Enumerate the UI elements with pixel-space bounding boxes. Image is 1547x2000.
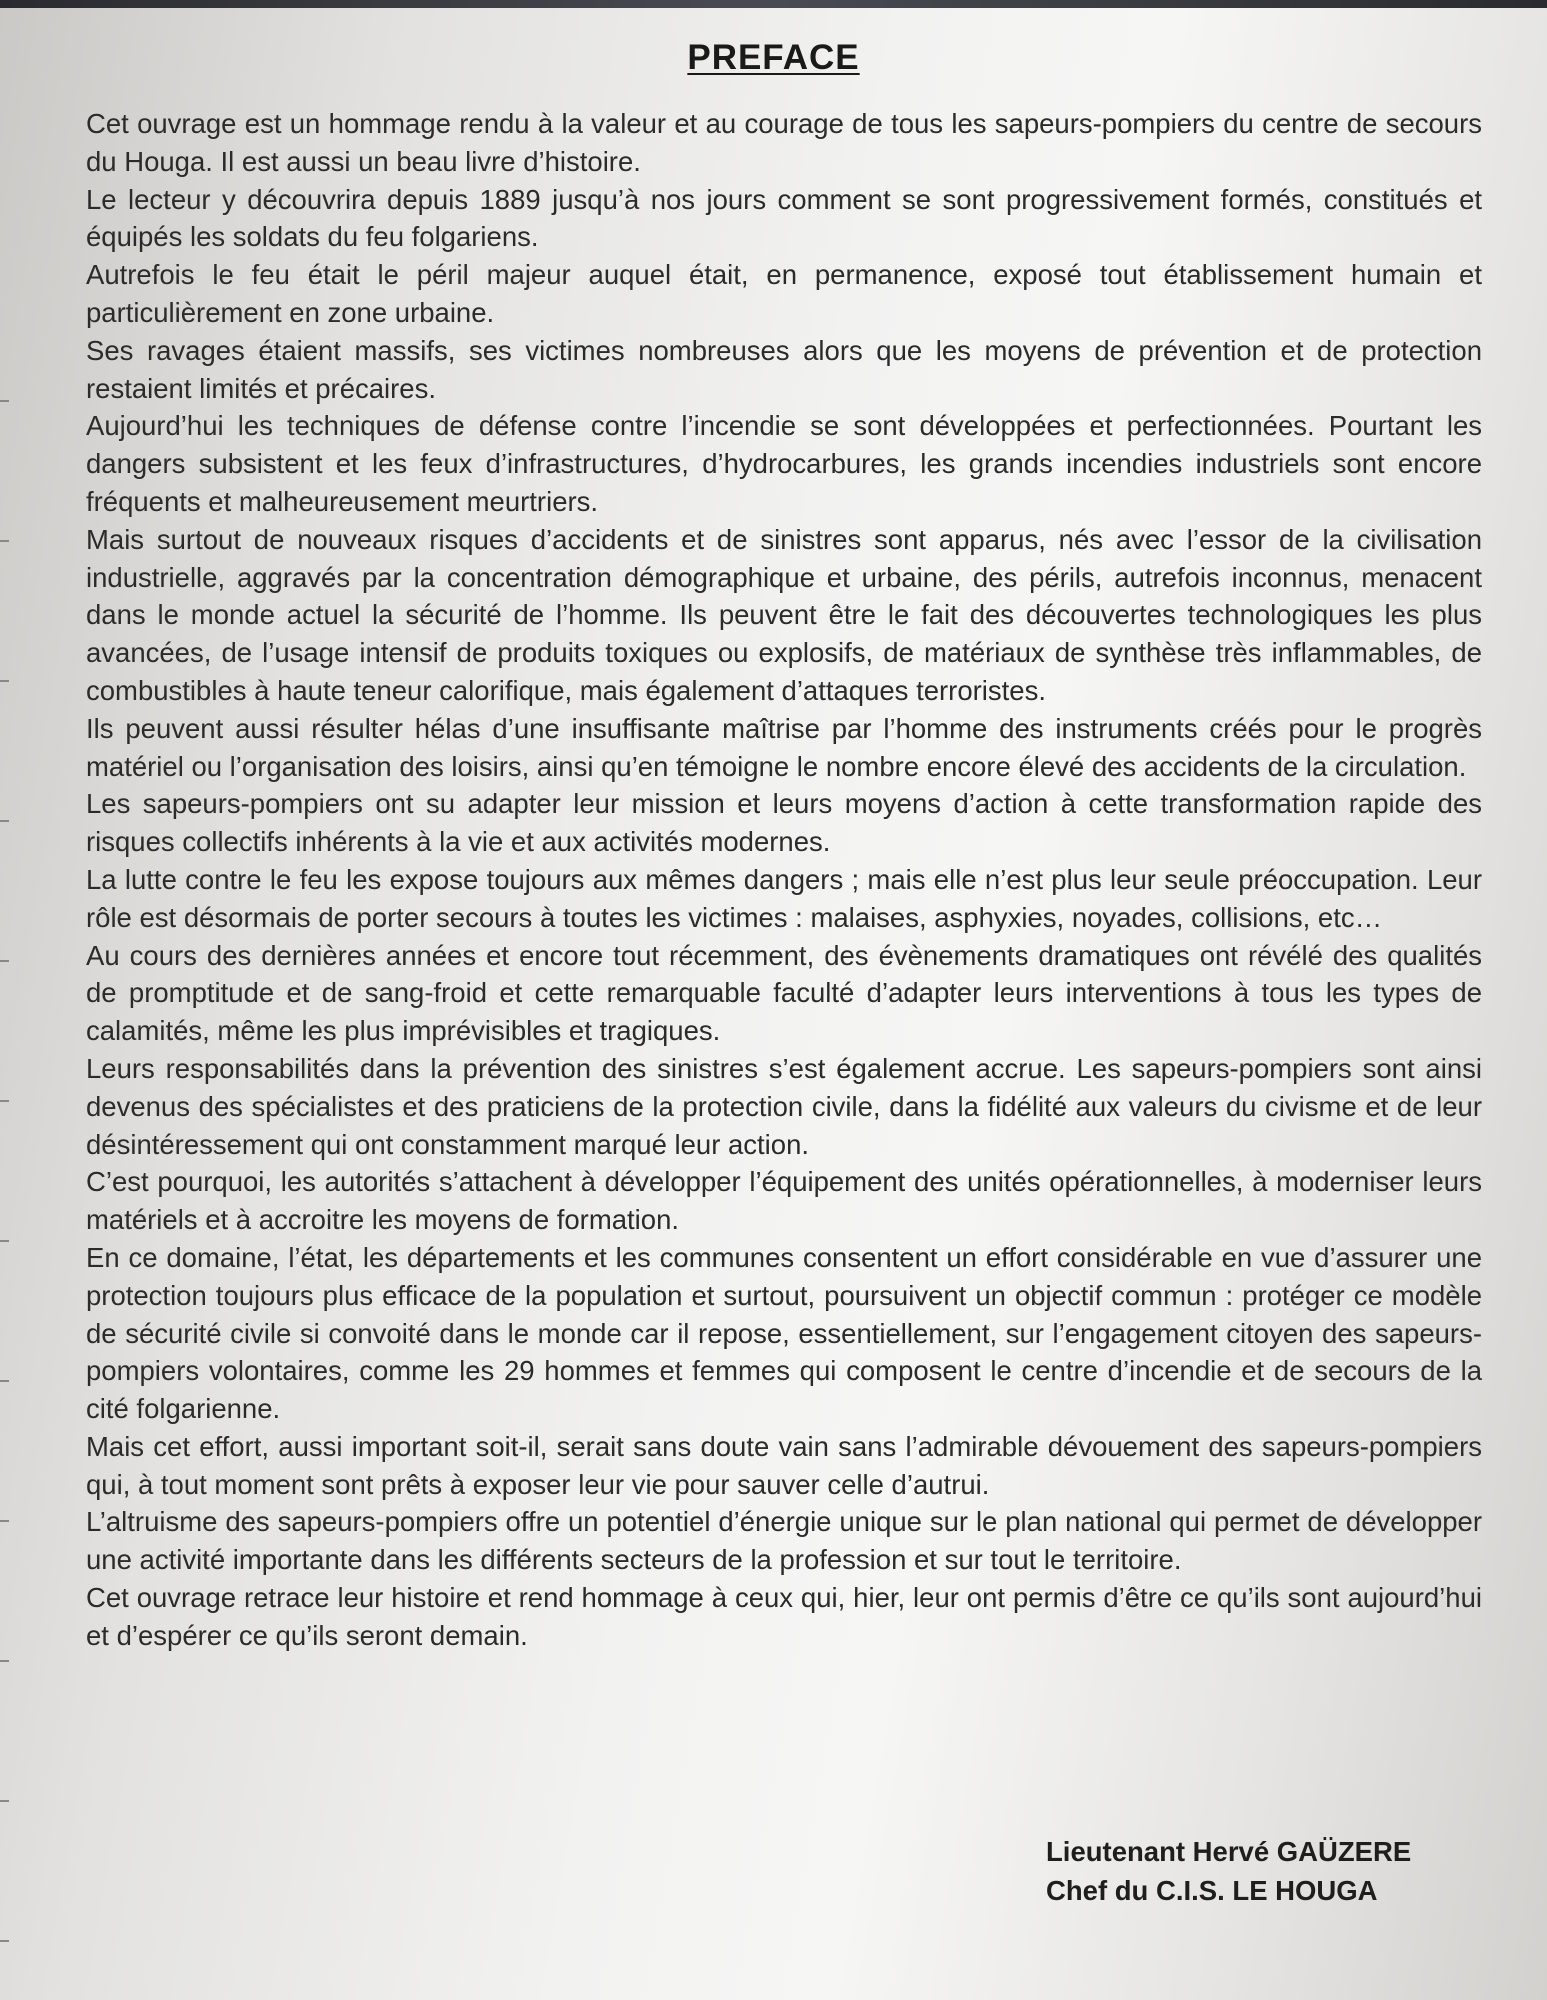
spine-marks <box>0 360 12 2000</box>
paragraph: La lutte contre le feu les expose toujours aux mêmes dangers ; mais elle n’est plus leur seule préoccupation. Leur rôle est désormais de porter secours à toutes les victimes : malaises, asphyxies, noyades, collisions, etc… <box>86 863 1482 933</box>
paragraph: Autrefois le feu était le péril majeur auquel était, en permanence, exposé tout établissement humain et particulièrement en zone urbaine. <box>86 259 1482 328</box>
signature-block <box>1046 1832 1411 1910</box>
paragraph: Aujourd’hui les techniques de défense contre l’incendie se sont développées et perfectionnées. Pourtant les dangers subsistent et les feux d’infrastructures, d’hydrocarbures, les grands incendies industriels sont encore fréquents et malheureusement meurtriers. <box>86 410 1482 517</box>
spine-mark <box>0 1660 9 1662</box>
spine-mark <box>0 820 9 822</box>
paragraph: Cet ouvrage retrace leur histoire et rend hommage à ceux qui, hier, leur ont permis d’être ce qu’ils sont aujourd’hui et d’espérer ce qu’ils seront demain. <box>86 1582 1482 1651</box>
signature-name: Lieutenant Hervé GAÜZERE <box>1046 1836 1412 1867</box>
preface-body <box>86 105 1482 1655</box>
paragraph: Mais cet effort, aussi important soit-il, serait sans doute vain sans l’admirable dévouement des sapeurs-pompiers qui, à tout moment sont prêts à exposer leur vie pour sauver celle d’autrui. <box>86 1430 1482 1500</box>
spine-mark <box>0 400 9 402</box>
spine-mark <box>0 1240 9 1242</box>
signature-role: Chef du C.I.S. LE HOUGA <box>1046 1875 1378 1906</box>
binding-edge <box>0 0 1547 8</box>
paragraph: Leurs responsabilités dans la prévention des sinistres s’est également accrue. Les sapeurs-pompiers sont ainsi devenus des spécialistes et des praticiens de la protection civile, dans la fidélité aux valeurs du civisme et de leur désintéressement qui ont constamment marqué leur action. <box>86 1052 1482 1160</box>
spine-mark <box>0 1940 9 1942</box>
paragraph: Au cours des dernières années et encore tout récemment, des évènements dramatiques ont révélé des qualités de promptitude et de sang-froid et cette remarquable faculté d’adapter leurs interventions à tous les types de calamités, même les plus imprévisibles et tragiques. <box>86 939 1482 1047</box>
paragraph: Le lecteur y découvrira depuis 1889 jusqu’à nos jours comment se sont progressivement formés, constitués et équipés les soldats du feu folgariens. <box>86 183 1482 253</box>
paragraph: C’est pourquoi, les autorités s’attachent à développer l’équipement des unités opérationnelles, à moderniser leurs matériels et à accroitre les moyens de formation. <box>86 1166 1482 1236</box>
spine-mark <box>0 1800 9 1802</box>
paragraph: Les sapeurs-pompiers ont su adapter leur mission et leurs moyens d’action à cette transformation rapide des risques collectifs inhérents à la vie et aux activités modernes. <box>86 788 1482 858</box>
paragraph: Mais surtout de nouveaux risques d’accidents et de sinistres sont apparus, nés avec l’essor de la civilisation industrielle, aggravés par la concentration démographique et urbaine, des périls, autrefois inconnus, menacent dans le monde actuel la sécurité de l’homme. Ils peuvent être le fait des découvertes technologiques les plus avancées, de l’usage intensif de produits toxiques ou explosifs, de matériaux de synthèse très inflammables, de combustibles à haute teneur calorifique, mais également d’attaques terroristes. <box>86 523 1482 706</box>
paragraph: Cet ouvrage est un hommage rendu à la valeur et au courage de tous les sapeurs-pompiers du centre de secours du Houga. Il est aussi un beau livre d’histoire. <box>86 108 1482 177</box>
spine-mark <box>0 680 9 682</box>
spine-mark <box>0 540 9 542</box>
spine-mark <box>0 1100 9 1102</box>
paragraph: Ils peuvent aussi résulter hélas d’une insuffisante maîtrise par l’homme des instruments créés pour le progrès matériel ou l’organisation des loisirs, ainsi qu’en témoigne le nombre encore élevé des accidents de la circulation. <box>86 712 1482 782</box>
page-title-text: PREFACE <box>687 38 860 77</box>
paragraph: L’altruisme des sapeurs-pompiers offre un potentiel d’énergie unique sur le plan national qui permet de développer une activité importante dans les différents secteurs de la profession et sur tout le territoire. <box>86 1506 1482 1576</box>
spine-mark <box>0 1520 9 1522</box>
paragraph: Ses ravages étaient massifs, ses victimes nombreuses alors que les moyens de prévention et de protection restaient limités et précaires. <box>86 334 1482 404</box>
paragraph: En ce domaine, l’état, les départements et les communes consentent un effort considérable en vue d’assurer une protection toujours plus efficace de la population et surtout, poursuivent un objectif commun : protéger ce modèle de sécurité civile si convoité dans le monde car il repose, essentiellement, sur l’engagement citoyen des sapeurs-pompiers volontaires, comme les 29 hommes et femmes qui composent le centre d’incendie et de secours de la cité folgarienne. <box>86 1241 1482 1425</box>
page-title <box>0 38 1547 78</box>
spine-mark <box>0 960 9 962</box>
spine-mark <box>0 1380 9 1382</box>
